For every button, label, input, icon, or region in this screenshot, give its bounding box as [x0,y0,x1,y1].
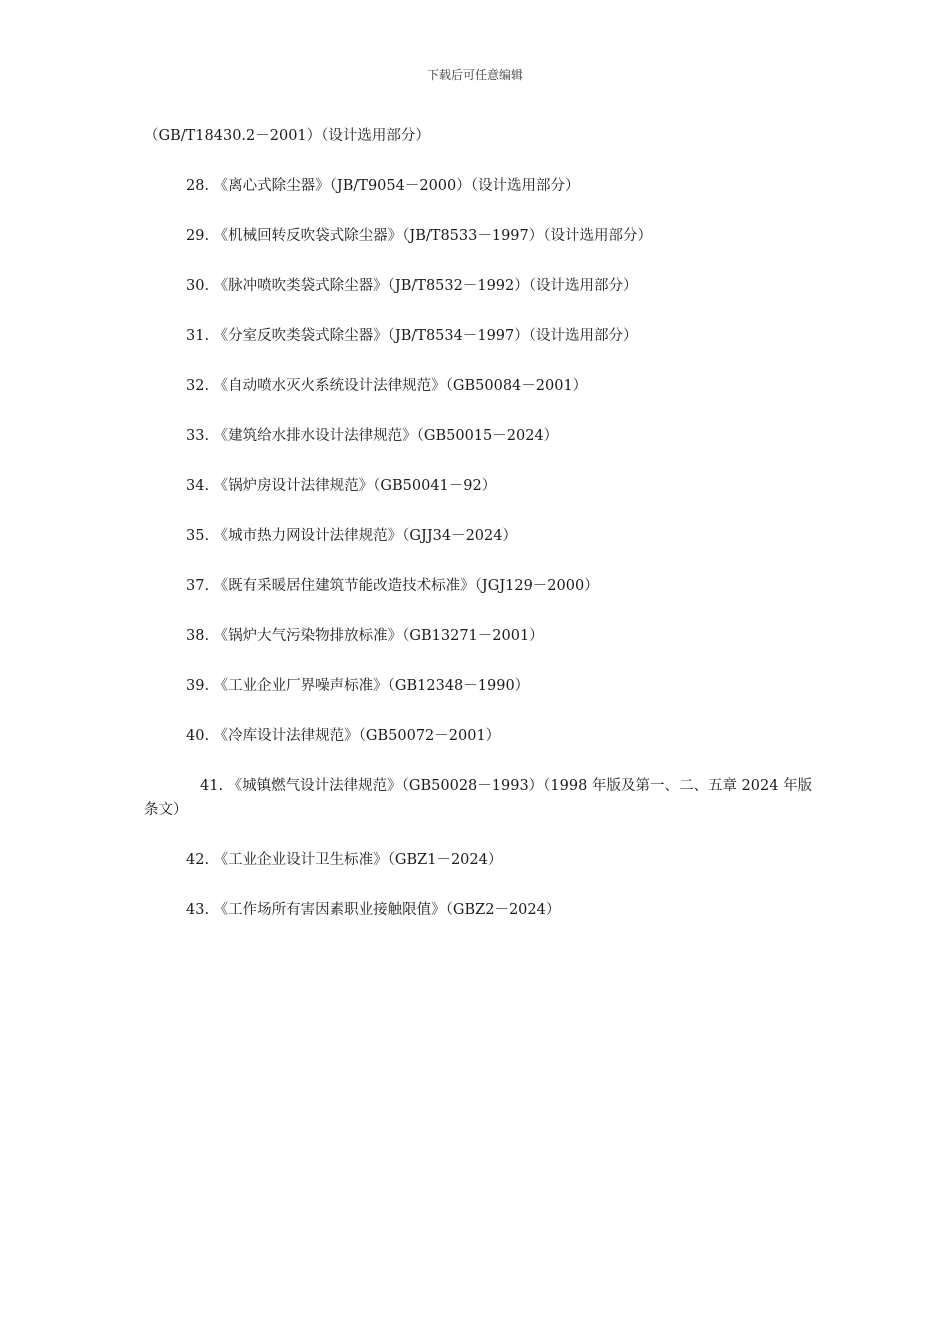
list-item: 40. 《冷库设计法律规范》（GB50072－2001） [186,728,501,744]
list-item: 39. 《工业企业厂界噪声标准》（GB12348－1990） [186,678,530,694]
list-item: 34. 《锅炉房设计法律规范》（GB50041－92） [186,478,497,494]
list-item: 30. 《脉冲喷吹类袋式除尘器》（JB/T8532－1992）（设计选用部分） [186,278,638,294]
document-body [144,124,824,948]
list-item: 38. 《锅炉大气污染物排放标准》（GB13271－2001） [186,628,544,644]
list-item: 35. 《城市热力网设计法律规范》（GJJ34－2024） [186,528,517,544]
list-item: 37. 《既有采暖居住建筑节能改造技术标准》（JGJ129－2000） [186,578,599,594]
list-item: 42. 《工业企业设计卫生标准》（GBZ1－2024） [186,852,503,868]
list-item: 31. 《分室反吹类袋式除尘器》（JB/T8534－1997）（设计选用部分） [186,328,638,344]
list-item: 32. 《自动喷水灭火系统设计法律规范》（GB50084－2001） [186,378,588,394]
list-item: 43. 《工作场所有害因素职业接触限值》（GBZ2－2024） [186,902,561,918]
list-item: 28. 《离心式除尘器》（JB/T9054－2000）（设计选用部分） [186,178,580,194]
list-item: 29. 《机械回转反吹袋式除尘器》（JB/T8533－1997）（设计选用部分） [186,228,652,244]
page-header: 下载后可任意编辑 [426,68,523,82]
list-item-wrapped: 41. 《城镇燃气设计法律规范》（GB50028－1993）（1998 年版及第一、二、五章 2024 年版条文） [144,778,813,818]
continuation-line: （GB/T18430.2－2001）（设计选用部分） [144,128,430,144]
list-item: 33. 《建筑给水排水设计法律规范》（GB50015－2024） [186,428,559,444]
